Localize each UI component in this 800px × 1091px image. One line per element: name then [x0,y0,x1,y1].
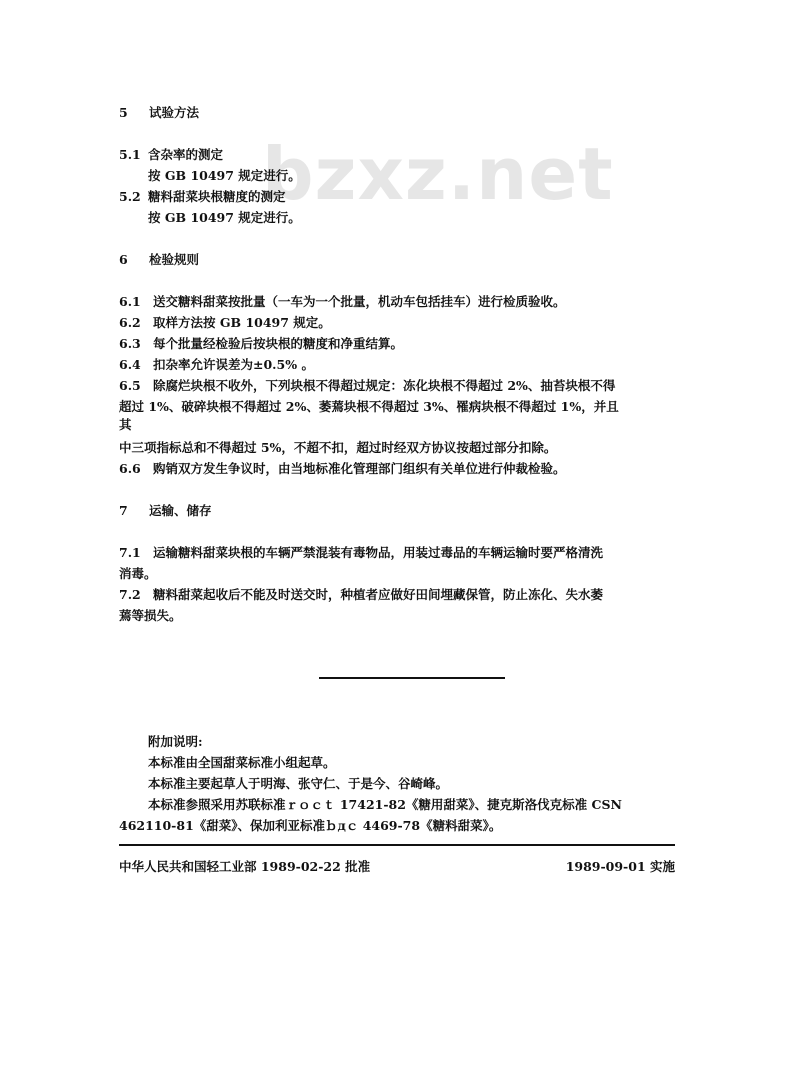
clause-number: 6.5 [119,378,141,393]
notes-line-3: 本标准参照采用苏联标准ｒｏｃｔ 17421-82《糖用甜菜》、捷克斯洛伐克标准 CSN [148,797,622,812]
clause-text: 糖料甜菜起收后不能及时送交时，种植者应做好田间埋藏保管，防止冻化、失水萎 [153,587,604,602]
clause-number: 5.1 [119,147,141,162]
section-number: 5 [119,105,128,120]
section-title: 检验规则 [149,252,200,267]
clause-title: 糖料甜菜块根糖度的测定 [148,189,286,204]
approval-statement: 中华人民共和国轻工业部 1989-02-22 批准 [119,859,371,874]
clause-number: 6.1 [119,294,141,309]
section-5-heading [119,105,199,121]
notes-line-2: 本标准主要起草人于明海、张守仁、于是今、谷崎峰。 [148,776,449,791]
notes-heading: 附加说明: [148,734,203,749]
clause-6-5-line-4: 中三项指标总和不得超过 5%，不超不扣，超过时经双方协议按超过部分扣除。 [119,440,557,455]
clause-text: 运输糖料甜菜块根的车辆严禁混装有毒物品，用装过毒品的车辆运输时要严格清洗 [153,545,604,560]
watermark: bzxz.net [262,132,614,216]
clause-7-1-line-1 [119,545,603,561]
clause-6-4 [119,357,314,373]
section-title: 运输、储存 [149,503,212,518]
clause-number: 6.6 [119,461,141,476]
section-7-heading [119,503,212,519]
clause-number: 6.2 [119,315,141,330]
clause-text: 每个批量经检验后按块根的糖度和净重结算。 [153,336,404,351]
clause-7-2-line-2: 蔫等损失。 [119,608,182,623]
section-number: 6 [119,252,128,267]
clause-6-5-line-3: 其 [119,417,132,432]
clause-7-2-line-1 [119,587,603,603]
clause-5-1-body: 按 GB 10497 规定进行。 [148,168,301,183]
clause-text: 送交糖料甜菜按批量（一车为一个批量，机动车包括挂车）进行检质验收。 [153,294,566,309]
clause-text: 除腐烂块根不收外，下列块根不得超过规定：冻化块根不得超过 2%、抽苔块根不得 [153,378,616,393]
section-number: 7 [119,503,128,518]
clause-text: 取样方法按 GB 10497 规定。 [153,315,331,330]
clause-6-2 [119,315,331,331]
end-of-text-rule [319,677,505,679]
clause-number: 7.2 [119,587,141,602]
clause-5-2-body: 按 GB 10497 规定进行。 [148,210,301,225]
clause-6-1 [119,294,566,310]
clause-6-5-line-1 [119,378,615,394]
section-6-heading [119,252,199,268]
clause-5-2-heading [119,189,286,205]
footer-rule [119,844,675,846]
clause-7-1-line-2: 消毒。 [119,566,157,581]
clause-text: 扣杂率允许误差为±0.5% 。 [153,357,314,372]
clause-number: 7.1 [119,545,141,560]
clause-6-6 [119,461,566,477]
section-title: 试验方法 [149,105,200,120]
clause-5-1-heading [119,147,223,163]
clause-number: 6.3 [119,336,141,351]
clause-text: 购销双方发生争议时，由当地标准化管理部门组织有关单位进行仲裁检验。 [153,461,566,476]
notes-line-4: 462110-81《甜菜》、保加利亚标准ｂдｃ 4469-78《糖料甜菜》。 [119,818,502,833]
notes-line-1: 本标准由全国甜菜标准小组起草。 [148,755,336,770]
clause-number: 6.4 [119,357,141,372]
clause-title: 含杂率的测定 [148,147,224,162]
clause-6-5-line-2: 超过 1%、破碎块根不得超过 2%、萎蔫块根不得超过 3%、罹病块根不得超过 1%，并且 [119,399,619,414]
clause-number: 5.2 [119,189,141,204]
implementation-date: 1989-09-01 实施 [565,859,675,874]
clause-6-3 [119,336,403,352]
